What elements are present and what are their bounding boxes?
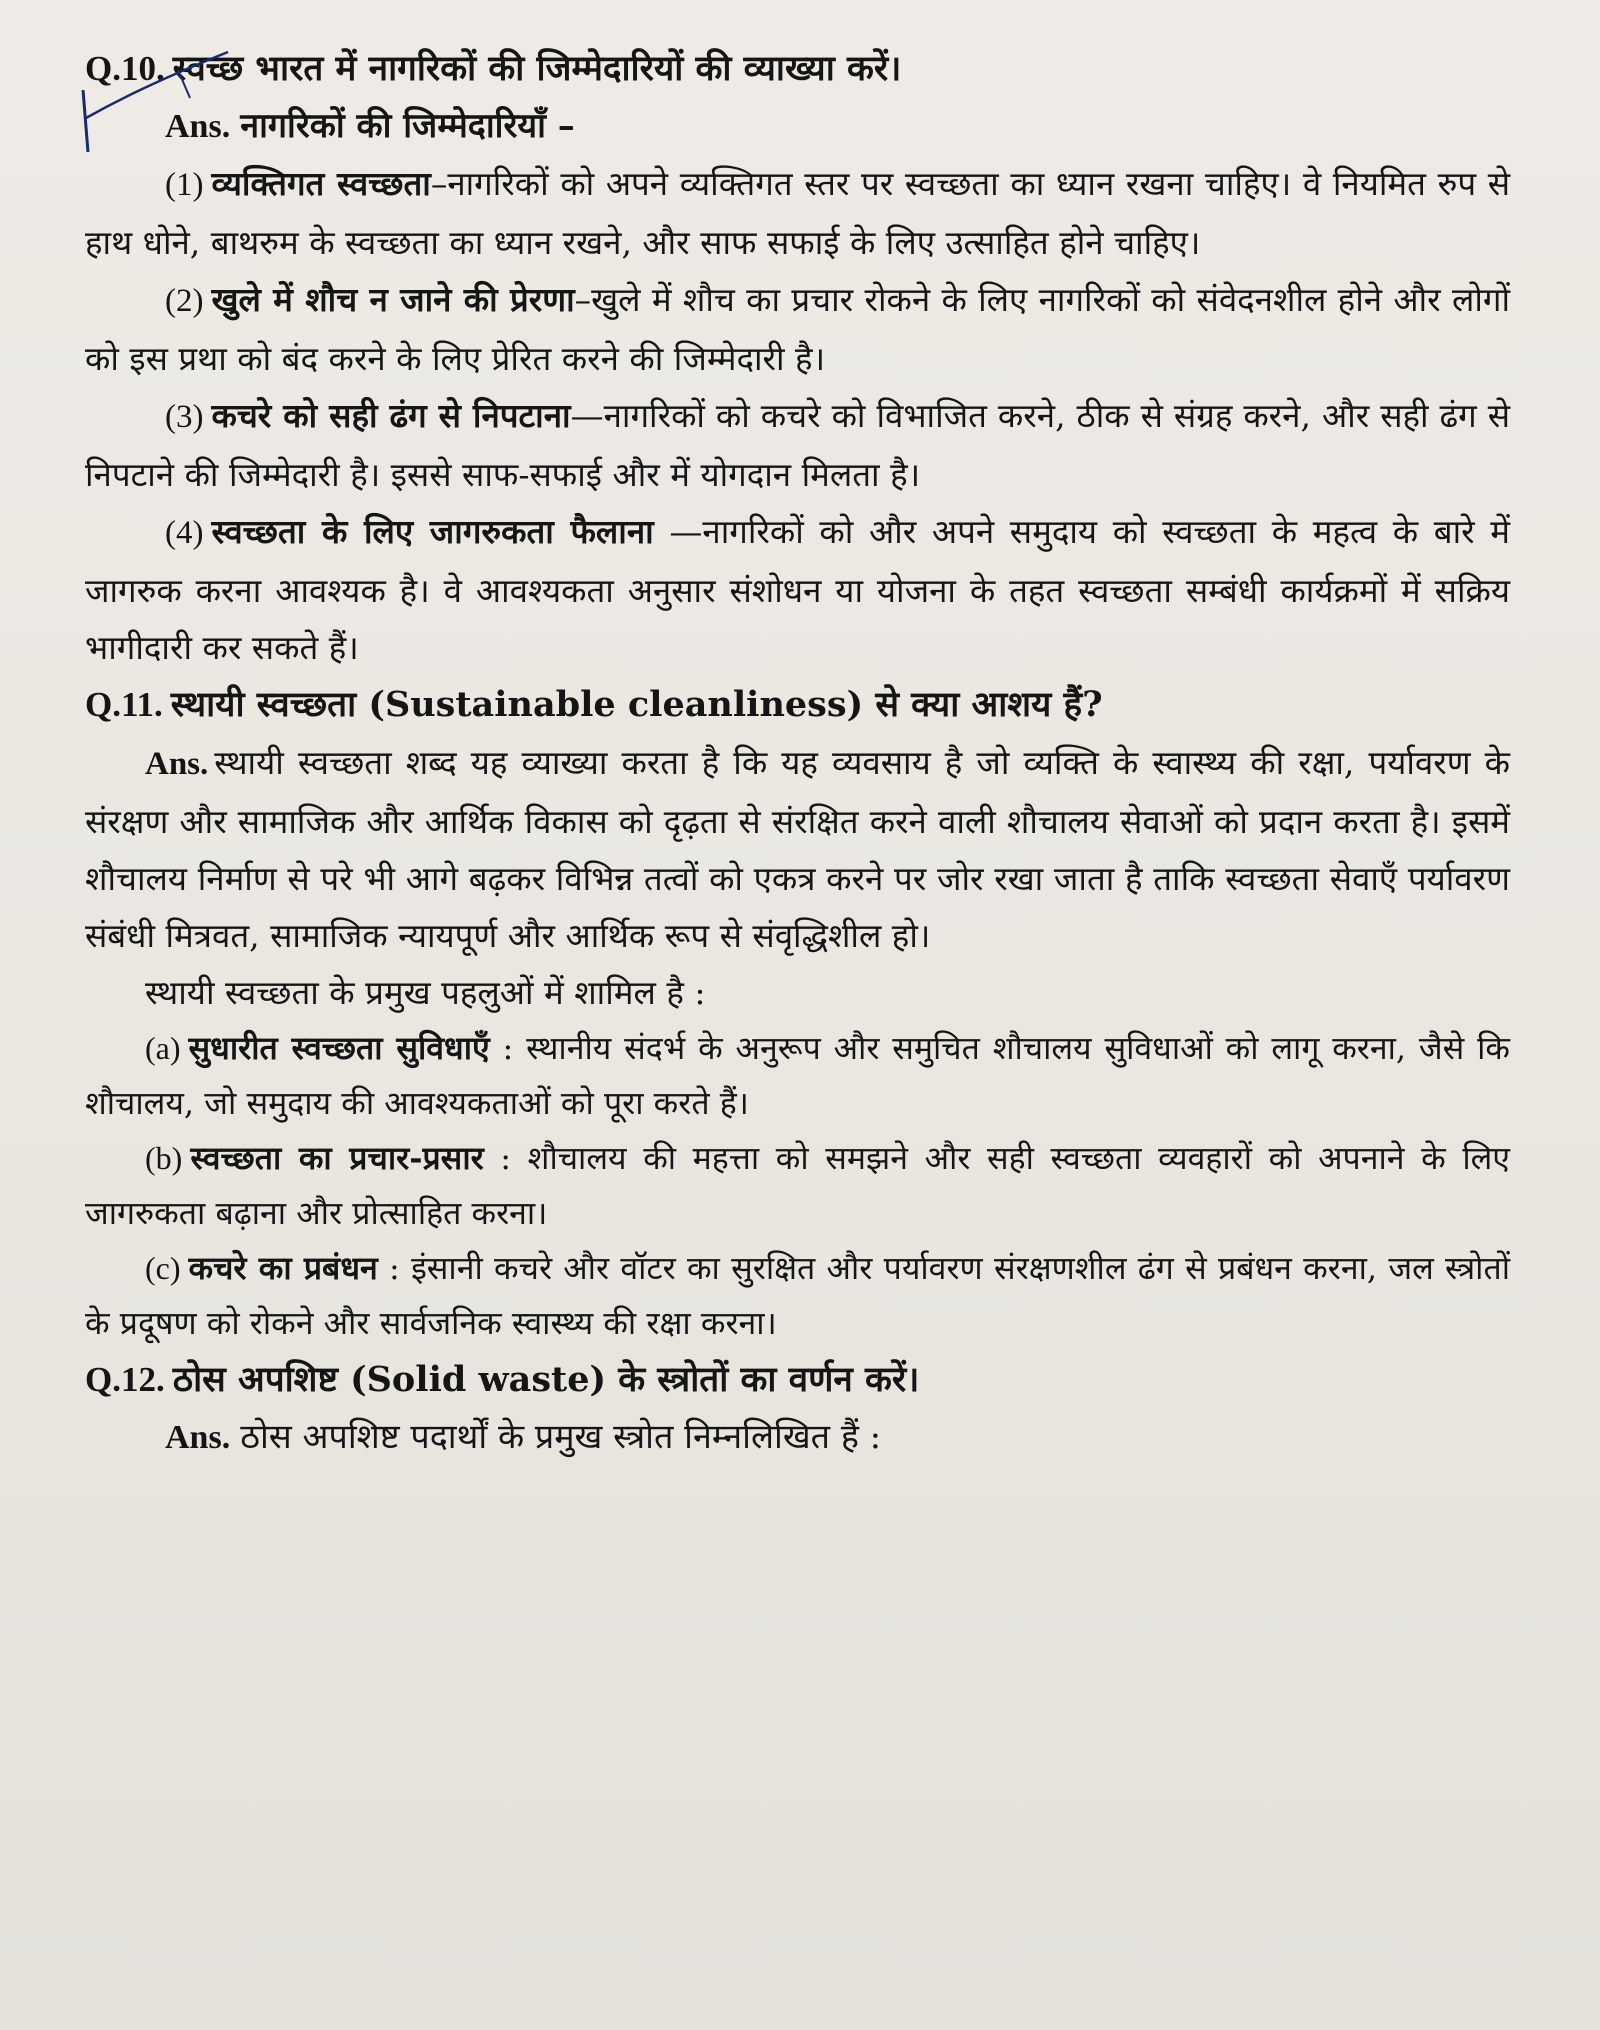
aspect-title: सुधारीत स्वच्छता सुविधाएँ — [188, 1029, 490, 1067]
question-number: Q.12. — [85, 1360, 165, 1399]
question-12 — [85, 1351, 1510, 1409]
question-text: स्थायी स्वच्छता (Sustainable cleanliness) से क्या आशय हैं? — [170, 684, 1103, 725]
question-number: Q.10. — [85, 49, 165, 88]
aspect-a — [85, 1021, 1510, 1131]
point-2 — [85, 271, 1510, 387]
point-1 — [85, 155, 1510, 271]
answer-paragraph — [165, 1409, 1510, 1466]
question-text: ठोस अपशिष्ट (Solid waste) के स्त्रोतों का वर्णन करें। — [172, 1359, 920, 1400]
question-11 — [85, 676, 1510, 734]
aspect-title: स्वच्छता का प्रचार-प्रसार — [190, 1139, 484, 1177]
aspect-c — [85, 1241, 1510, 1351]
question-10 — [85, 40, 1510, 98]
point-4 — [85, 503, 1510, 676]
aspect-b — [85, 1131, 1510, 1241]
point-number: (1) — [165, 167, 204, 203]
aspect-number: (a) — [145, 1030, 181, 1066]
aspect-number: (c) — [145, 1250, 181, 1286]
point-title: व्यक्तिगत स्वच्छता — [211, 164, 431, 203]
answer-heading-text: नागरिकों की जिम्मेदारियाँ – — [240, 106, 575, 146]
aspect-text: : शौचालय की महत्ता को समझने और सही स्वच्छता व्यवहारों को अपनाने के लिए जागरुकता बढ़ाना और प्रोत्साहित करना। — [85, 1139, 1510, 1232]
answer-text: स्थायी स्वच्छता शब्द यह व्याख्या करता है कि यह व्यवसाय है जो व्यक्ति के स्वास्थ्य की रक्षा, पर्यावरण के संरक्षण और सामाजिक और आर्थिक विकास को दृढ़ता से संरक्षित करने वाली शौचालय सेवाओं को प्रदान करता है। इसमें शौचालय निर्माण से परे भी आगे बढ़कर विभिन्न तत्वों को एकत्र करने पर जोर रखा जाता है ताकि स्वच्छता सेवाएँ पर्यावरण संबंधी मित्रवत, सामाजिक न्यायपूर्ण और आर्थिक रूप से संवृद्धिशील हो। — [85, 743, 1510, 955]
answer-label: Ans. — [165, 108, 231, 145]
question-number: Q.11. — [85, 685, 163, 724]
answer-label: Ans. — [165, 1419, 231, 1456]
point-text: —नागरिकों को कचरे को विभाजित करने, ठीक से संग्रह करने, और सही ढंग से निपटाने की जिम्मेदारी है। इससे साफ-सफाई और में योगदान मिलता है। — [85, 396, 1510, 494]
aspect-text: : इंसानी कचरे और वॉटर का सुरक्षित और पर्यावरण संरक्षणशील ढंग से प्रबंधन करना, जल स्त्रोतों के प्रदूषण को रोकने और सार्वजनिक स्वास्थ्य की रक्षा करना। — [85, 1249, 1510, 1342]
aspect-number: (b) — [145, 1140, 183, 1176]
answer-paragraph — [85, 734, 1510, 964]
point-title: खुले में शौच न जाने की प्रेरणा — [211, 280, 575, 319]
point-text: —नागरिकों को और अपने समुदाय को स्वच्छता के महत्व के बारे में जागरुक करना आवश्यक है। वे आवश्यकता अनुसार संशोधन या योजना के तहत स्वच्छता सम्बंधी कार्यक्रमों में सक्रिय भागीदारी कर सकते हैं। — [85, 512, 1511, 667]
point-title: कचरे को सही ढंग से निपटाना — [211, 396, 571, 435]
point-number: (4) — [165, 515, 204, 551]
point-title: स्वच्छता के लिए जागरुकता फैलाना — [211, 512, 654, 551]
answer-text: ठोस अपशिष्ट पदार्थों के प्रमुख स्त्रोत निम्नलिखित हैं : — [240, 1417, 882, 1457]
point-text: –नागरिकों को अपने व्यक्तिगत स्तर पर स्वच्छता का ध्यान रखना चाहिए। वे नियमित रुप से हाथ धोने, बाथरुम के स्वच्छता का ध्यान रखने, और साफ सफाई के लिए उत्साहित होने चाहिए। — [85, 164, 1511, 262]
aspect-text: : स्थानीय संदर्भ के अनुरूप और समुचित शौचालय सुविधाओं को लागू करना, जैसे कि शौचालय, जो समुदाय की आवश्यकताओं को पूरा करते हैं। — [85, 1029, 1510, 1122]
point-number: (3) — [165, 399, 204, 435]
point-number: (2) — [165, 283, 204, 319]
answer-heading — [165, 98, 1510, 155]
answer-label: Ans. — [145, 746, 209, 782]
aspects-intro: स्थायी स्वच्छता के प्रमुख पहलुओं में शामिल है : — [145, 973, 706, 1012]
aspect-title: कचरे का प्रबंधन — [188, 1249, 378, 1287]
question-text: स्वच्छ भारत में नागरिकों की जिम्मेदारियों की व्याख्या करें। — [172, 48, 902, 89]
point-3 — [85, 387, 1510, 503]
point-text: –खुले में शौच का प्रचार रोकने के लिए नागरिकों को संवेदनशील होने और लोगों को इस प्रथा को बंद करने के लिए प्रेरित करने की जिम्मेदारी है। — [85, 280, 1510, 378]
